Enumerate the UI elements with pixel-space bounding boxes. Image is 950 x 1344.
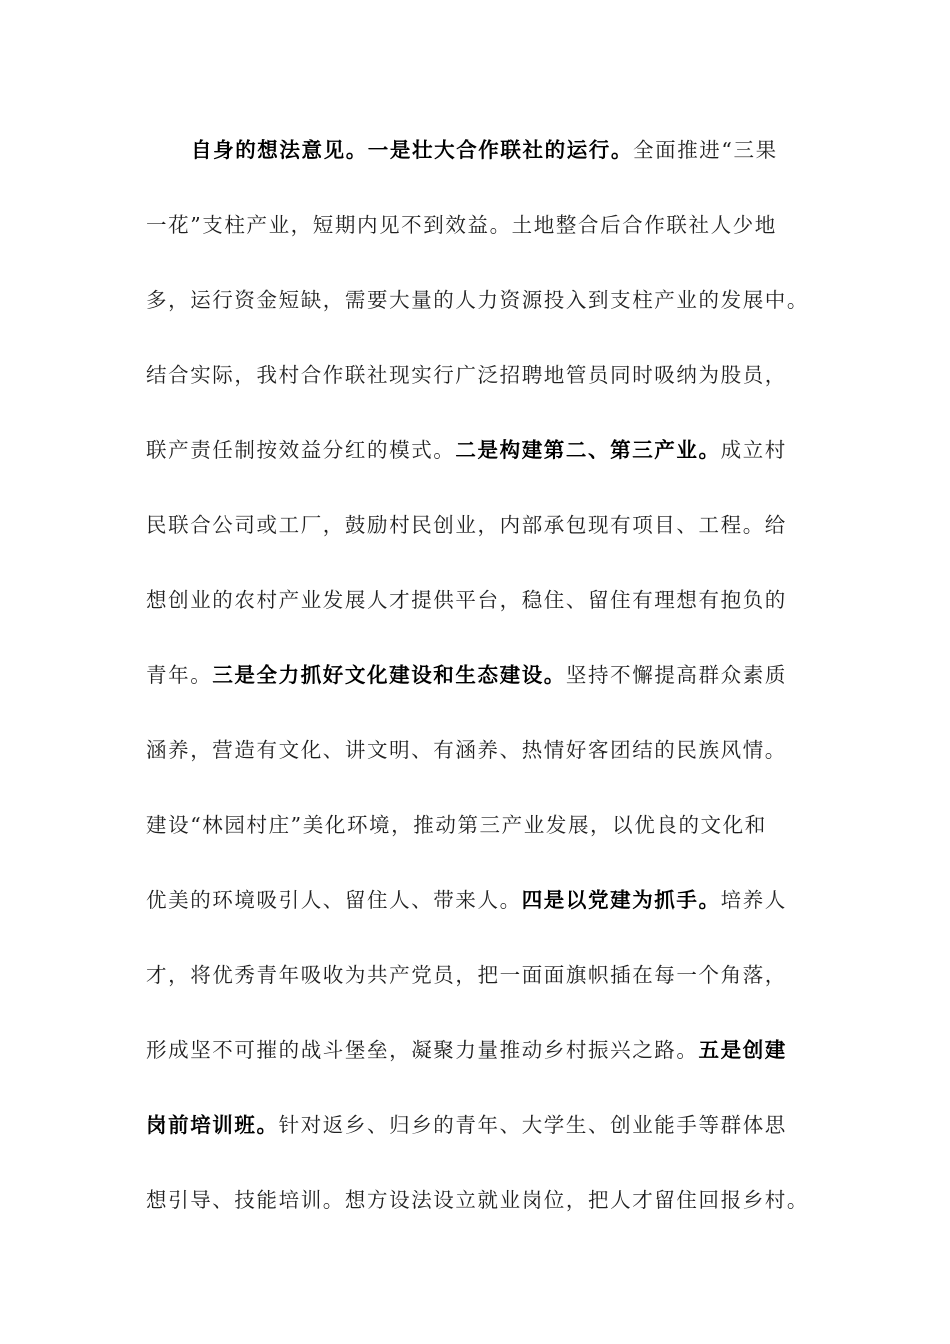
text-run: 结合实际，我村合作联社现实行广泛招聘地管员同时吸纳为股员， bbox=[146, 363, 787, 387]
text-run: 坚持不懈提高群众素质 bbox=[565, 663, 787, 687]
text-run: 想引导、技能培训。想方设法设立就业岗位，把人才留住回报乡村。 bbox=[146, 1188, 809, 1212]
bold-heading: 自身的想法意见。一是壮大合作联社的运行。 bbox=[191, 138, 633, 162]
text-line bbox=[146, 957, 806, 995]
text-run: 青年。 bbox=[146, 663, 213, 687]
text-line bbox=[146, 132, 806, 170]
bold-heading: 二是构建第二、第三产业。 bbox=[455, 438, 721, 462]
bold-heading: 四是以党建为抓手。 bbox=[521, 888, 721, 912]
text-line bbox=[146, 882, 806, 920]
text-line bbox=[146, 1032, 806, 1070]
text-run: 成立村 bbox=[720, 438, 787, 462]
text-line bbox=[146, 432, 806, 470]
text-line bbox=[146, 207, 806, 245]
text-run: 优美的环境吸引人、留住人、带来人。 bbox=[146, 888, 522, 912]
text-run: 建设“林园村庄”美化环境，推动第三产业发展，以优良的文化和 bbox=[146, 813, 767, 837]
text-run: 多，运行资金短缺，需要大量的人力资源投入到支柱产业的发展中。 bbox=[146, 288, 809, 312]
text-line bbox=[146, 1182, 809, 1220]
text-run: 联产责任制按效益分红的模式。 bbox=[146, 438, 456, 462]
text-line bbox=[146, 282, 809, 320]
text-line bbox=[146, 1107, 806, 1145]
text-line bbox=[146, 732, 806, 770]
bold-heading: 五是创建 bbox=[698, 1038, 787, 1062]
text-run: 民联合公司或工厂，鼓励村民创业，内部承包现有项目、工程。给 bbox=[146, 513, 787, 537]
text-run: 涵养，营造有文化、讲文明、有涵养、热情好客团结的民族风情。 bbox=[146, 738, 787, 762]
body-paragraph bbox=[146, 132, 809, 1220]
text-run: 针对返乡、归乡的青年、大学生、创业能手等群体思 bbox=[278, 1113, 787, 1137]
bold-heading: 三是全力抓好文化建设和生态建设。 bbox=[212, 663, 566, 687]
text-run: 形成坚不可摧的战斗堡垒，凝聚力量推动乡村振兴之路。 bbox=[146, 1038, 699, 1062]
bold-heading: 岗前培训班。 bbox=[146, 1113, 279, 1137]
text-run: 培养人 bbox=[720, 888, 787, 912]
text-line bbox=[146, 582, 806, 620]
text-run: 一花”支柱产业，短期内见不到效益。土地整合后合作联社人少地 bbox=[146, 213, 777, 237]
text-line bbox=[146, 507, 806, 545]
text-run: 想创业的农村产业发展人才提供平台，稳住、留住有理想有抱负的 bbox=[146, 588, 787, 612]
text-run: 全面推进“三果 bbox=[633, 138, 778, 162]
text-run: 才，将优秀青年吸收为共产党员，把一面面旗帜插在每一个角落， bbox=[146, 963, 787, 987]
text-line bbox=[146, 807, 806, 845]
text-line bbox=[146, 357, 806, 395]
text-line bbox=[146, 657, 806, 695]
